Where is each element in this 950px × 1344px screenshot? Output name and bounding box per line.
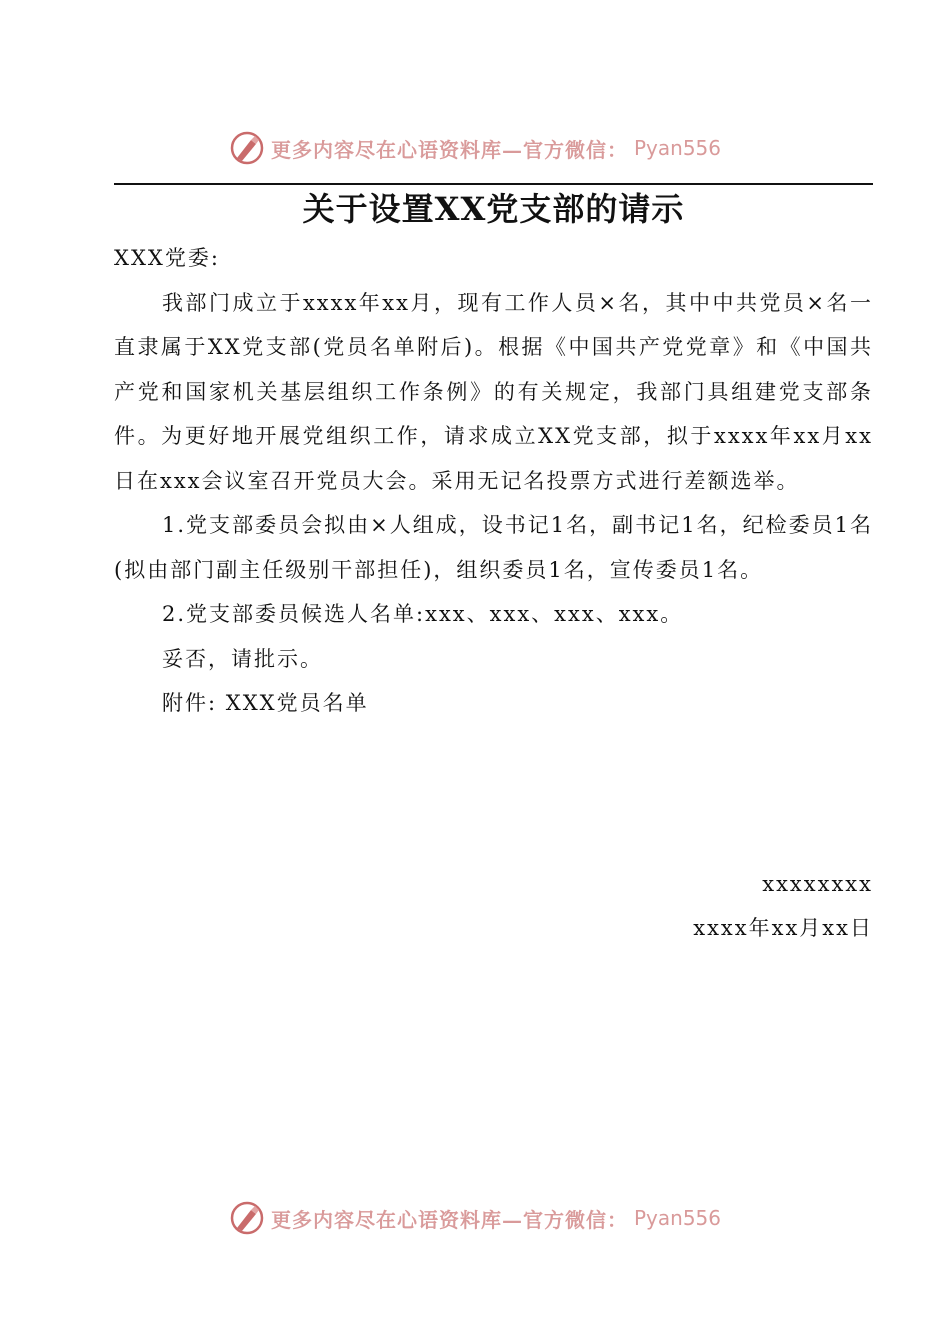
watermark-text: 更多内容尽在心语资料库—官方微信：: [270, 137, 628, 162]
pen-logo-icon: [229, 130, 265, 166]
salutation: XXX党委:: [114, 246, 220, 270]
paragraph-item-1: 1.党支部委员会拟由×人组成，设书记1名，副书记1名，纪检委员1名(拟由部门副主任级别干部担任)，组织委员1名，宣传委员1名。: [114, 513, 873, 582]
signature-date: xxxx年xx月xx日: [693, 916, 873, 940]
paragraph-request: 妥否，请批示。: [162, 646, 323, 671]
document-body: [114, 236, 873, 726]
paragraph-main: 我部门成立于xxxx年xx月，现有工作人员×名，其中中共党员×名一直隶属于XX党支部(党员名单附后)。根据《中国共产党党章》和《中国共产党和国家机关基层组织工作条例》的有关规定，我部门具组建党支部条件。为更好地开展党组织工作，请求成立XX党支部，拟于xxxx年xx月xx日在xxx会议室召开党员大会。采用无记名投票方式进行差额选举。: [114, 290, 873, 493]
watermark-wechat-id: Pyan556: [633, 136, 721, 160]
watermark-wechat-id: Pyan556: [633, 1206, 721, 1230]
header-rule: [114, 183, 873, 185]
watermark-header: [0, 128, 950, 168]
paragraph-item-2: 2.党支部委员候选人名单:xxx、xxx、xxx、xxx。: [162, 602, 684, 626]
paragraph-attachment: 附件: XXX党员名单: [162, 691, 369, 715]
document-title: 关于设置XX党支部的请示: [302, 190, 685, 228]
watermark-text: 更多内容尽在心语资料库—官方微信：: [270, 1207, 628, 1232]
pen-logo-icon: [229, 1200, 265, 1236]
watermark-footer: [0, 1198, 950, 1238]
signature-org: xxxxxxxx: [762, 872, 873, 896]
